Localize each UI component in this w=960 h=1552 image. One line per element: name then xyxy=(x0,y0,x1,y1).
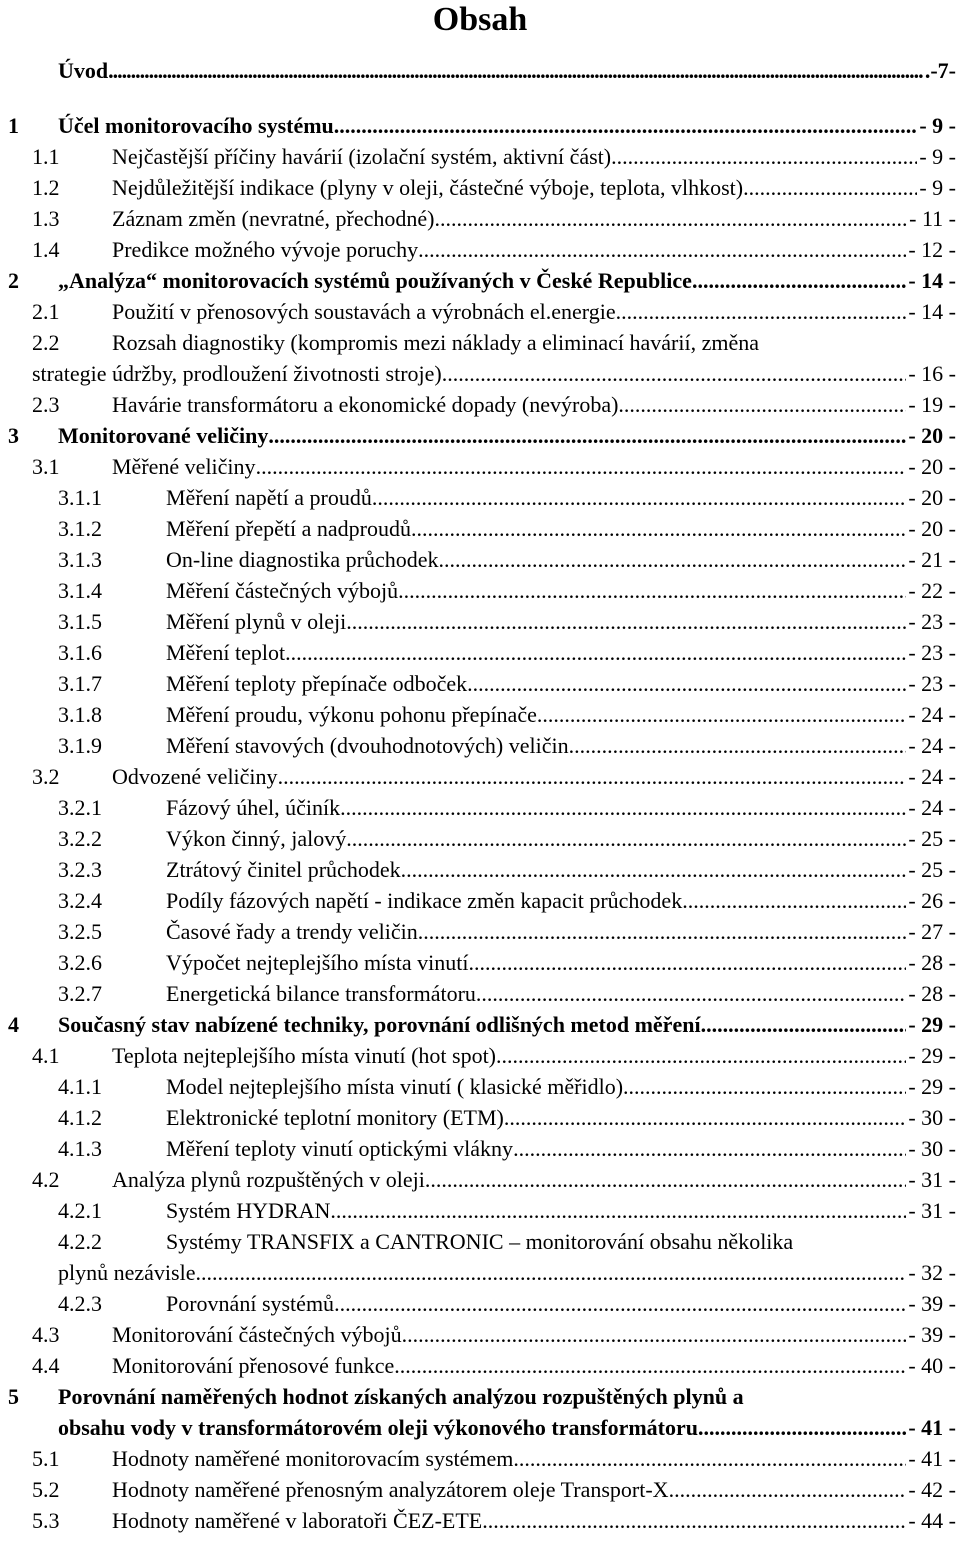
toc-entry-text: Výkon činný, jalový xyxy=(166,826,347,851)
toc-entry[interactable] xyxy=(0,389,960,420)
toc-entry-number: 3.2.6 xyxy=(58,950,102,975)
toc-entry[interactable] xyxy=(0,1288,960,1319)
toc-entry-page: - 25 - xyxy=(908,857,956,882)
leader-dots xyxy=(411,513,906,544)
leader-dots xyxy=(513,1443,906,1474)
leader-dots xyxy=(468,947,906,978)
leader-dots xyxy=(611,141,917,172)
toc-entry-number: 1 xyxy=(8,113,19,138)
toc-entry-text: Monitorované veličiny xyxy=(58,423,269,448)
toc-entry-text: Energetická bilance transformátoru xyxy=(166,981,476,1006)
leader-dots xyxy=(618,389,906,420)
toc-entry-number: 5.1 xyxy=(32,1446,60,1471)
leader-dots xyxy=(701,1009,907,1040)
toc-entries xyxy=(0,110,960,1536)
toc-entry[interactable] xyxy=(0,575,960,606)
toc-entry[interactable] xyxy=(0,265,960,296)
toc-entry[interactable] xyxy=(0,916,960,947)
toc-entry[interactable] xyxy=(0,420,960,451)
toc-entry-page: - 9 - xyxy=(919,113,956,138)
leader-dots xyxy=(439,544,907,575)
toc-entry-number: 3.1.4 xyxy=(58,578,102,603)
toc-entry-page: - 21 - xyxy=(908,547,956,572)
toc-entry-text: Hodnoty naměřené přenosným analyzátorem oleje Transport-X xyxy=(112,1477,669,1502)
leader-dots xyxy=(467,668,906,699)
toc-entry-page: - 31 - xyxy=(908,1198,956,1223)
toc-entry[interactable] xyxy=(0,792,960,823)
toc-entry-page: - 19 - xyxy=(908,392,956,417)
toc-entry[interactable] xyxy=(0,668,960,699)
toc-entry-page: - 28 - xyxy=(908,950,956,975)
toc-entry[interactable] xyxy=(0,451,960,482)
toc-entry-page: - 23 - xyxy=(908,671,956,696)
toc-entry-number: 4.3 xyxy=(32,1322,60,1347)
leader-dots xyxy=(402,1319,907,1350)
toc-entry-number: 4.1.2 xyxy=(58,1105,102,1130)
toc-entry-page: - 25 - xyxy=(908,826,956,851)
toc-entry[interactable] xyxy=(0,1505,960,1536)
toc-entry[interactable] xyxy=(0,761,960,792)
toc-entry-page: - 24 - xyxy=(908,764,956,789)
leader-dots xyxy=(340,792,906,823)
toc-entry[interactable] xyxy=(0,1443,960,1474)
toc-entry-text: Účel monitorovacího systému xyxy=(58,113,334,138)
toc-entry-page: - 30 - xyxy=(908,1136,956,1161)
toc-entry[interactable] xyxy=(0,1164,960,1195)
toc-entry-page: .-7- xyxy=(924,58,956,83)
toc-entry-number: 1.3 xyxy=(32,206,60,231)
toc-entry[interactable] xyxy=(0,1381,960,1412)
toc-entry-number: 3.1.2 xyxy=(58,516,102,541)
toc-entry-text: Měření částečných výbojů xyxy=(166,578,399,603)
toc-entry-text: Rozsah diagnostiky (kompromis mezi náklady a eliminací havárií, změna xyxy=(112,330,759,355)
toc-entry[interactable] xyxy=(0,141,960,172)
toc-entry-page: - 27 - xyxy=(908,919,956,944)
toc-entry[interactable] xyxy=(0,1350,960,1381)
toc-entry-number: 2.2 xyxy=(32,330,60,355)
toc-entry-number: 1.2 xyxy=(32,175,60,200)
toc-entry-number: 2.1 xyxy=(32,299,60,324)
leader-dots xyxy=(698,1412,906,1443)
toc-entry-page: - 23 - xyxy=(908,640,956,665)
toc-entry-text: Nejdůležitější indikace (plyny v oleji, částečné výboje, teplota, vlhkost) xyxy=(112,175,744,200)
toc-entry-page: - 20 - xyxy=(908,454,956,479)
toc-entry[interactable] xyxy=(0,823,960,854)
toc-entry-number: 3.1.3 xyxy=(58,547,102,572)
leader-dots xyxy=(372,482,906,513)
toc-entry-intro[interactable] xyxy=(0,55,960,86)
toc-entry-number: 3.2.1 xyxy=(58,795,102,820)
toc-entry-text: Fázový úhel, účiník xyxy=(166,795,341,820)
toc-entry[interactable] xyxy=(0,699,960,730)
toc-entry-page: - 29 - xyxy=(908,1074,956,1099)
leader-dots xyxy=(513,1133,906,1164)
toc-entry-number: 3.1.9 xyxy=(58,733,102,758)
toc-entry[interactable] xyxy=(0,1195,960,1226)
toc-entry[interactable] xyxy=(0,482,960,513)
toc-entry-text: Úvod xyxy=(58,58,109,83)
leader-dots xyxy=(278,761,907,792)
toc-entry-page: - 31 - xyxy=(908,1167,956,1192)
table-of-contents xyxy=(0,55,960,1536)
toc-entry-number: 3.1.5 xyxy=(58,609,102,634)
toc-entry-text: Měření teploty přepínače odboček xyxy=(166,671,468,696)
leader-dots xyxy=(616,296,907,327)
toc-entry-page: - 14 - xyxy=(908,268,956,293)
toc-entry-number: 3.1.6 xyxy=(58,640,102,665)
toc-entry-text: Predikce možného vývoje poruchy xyxy=(112,237,419,262)
toc-entry-page: - 29 - xyxy=(908,1012,956,1037)
toc-entry[interactable] xyxy=(0,730,960,761)
toc-entry-number: 3.2.2 xyxy=(58,826,102,851)
toc-entry-page: - 41 - xyxy=(908,1415,956,1440)
leader-dots xyxy=(692,265,906,296)
toc-entry-text: plynů nezávisle xyxy=(58,1260,196,1285)
leader-dots xyxy=(669,1474,907,1505)
toc-entry-page: - 24 - xyxy=(908,733,956,758)
toc-entry[interactable] xyxy=(0,637,960,668)
toc-entry-number: 3.2.4 xyxy=(58,888,102,913)
toc-entry-text: Měřené veličiny xyxy=(112,454,256,479)
toc-entry-page: - 12 - xyxy=(908,237,956,262)
toc-entry[interactable] xyxy=(0,1009,960,1040)
toc-entry-text: „Analýza“ monitorovacích systémů používaných v České Republice xyxy=(58,268,692,293)
toc-entry-text: Porovnání naměřených hodnot získaných analýzou rozpuštěných plynů a xyxy=(58,1384,744,1409)
toc-entry-number: 4.2 xyxy=(32,1167,60,1192)
toc-entry-text: Systémy TRANSFIX a CANTRONIC – monitorování obsahu několika xyxy=(166,1229,794,1254)
toc-entry-page: - 16 - xyxy=(908,361,956,386)
toc-entry-text: Podíly fázových napětí - indikace změn kapacit průchodek xyxy=(166,888,683,913)
leader-dots xyxy=(442,358,907,389)
toc-entry-number: 3.1.1 xyxy=(58,485,102,510)
leader-dots xyxy=(330,1195,906,1226)
toc-entry-number: 4.1.1 xyxy=(58,1074,102,1099)
toc-entry-page: - 39 - xyxy=(908,1291,956,1316)
toc-entry-text: Měření teploty vinutí optickými vlákny xyxy=(166,1136,514,1161)
page-title: Obsah xyxy=(432,1,528,38)
toc-entry-text: Měření proudu, výkonu pohonu přepínače xyxy=(166,702,537,727)
toc-entry-number: 4.2.3 xyxy=(58,1291,102,1316)
leader-dots xyxy=(334,110,918,141)
toc-entry-text: Teplota nejteplejšího místa vinutí (hot spot) xyxy=(112,1043,497,1068)
toc-entry-page: - 20 - xyxy=(908,423,956,448)
toc-entry-text: Monitorování přenosové funkce xyxy=(112,1353,395,1378)
toc-entry-page: - 42 - xyxy=(908,1477,956,1502)
toc-entry-text: Měření napětí a proudů xyxy=(166,485,372,510)
leader-dots xyxy=(569,730,907,761)
toc-entry-text: Hodnoty naměřené v laboratoři ČEZ-ETE xyxy=(112,1508,483,1533)
toc-entry-number: 2.3 xyxy=(32,392,60,417)
toc-entry-number: 1.4 xyxy=(32,237,60,262)
toc-entry-number: 4 xyxy=(8,1012,19,1037)
toc-entry[interactable] xyxy=(0,1102,960,1133)
leader-dots xyxy=(504,1102,906,1133)
leader-dots xyxy=(398,575,906,606)
leader-dots xyxy=(418,916,907,947)
toc-entry-page: - 40 - xyxy=(908,1353,956,1378)
toc-entry[interactable] xyxy=(0,1257,960,1288)
toc-entry-page: - 28 - xyxy=(908,981,956,1006)
toc-entry[interactable] xyxy=(0,358,960,389)
toc-entry-page: - 32 - xyxy=(908,1260,956,1285)
toc-entry-page: - 9 - xyxy=(919,144,956,169)
leader-dots xyxy=(425,1164,907,1195)
toc-entry-text: Výpočet nejteplejšího místa vinutí xyxy=(166,950,469,975)
toc-entry-text: Porovnání systémů xyxy=(166,1291,335,1316)
toc-entry-page: - 11 - xyxy=(909,206,956,231)
toc-entry-number: 2 xyxy=(8,268,19,293)
toc-entry-text: obsahu vody v transformátorovém oleji výkonového transformátoru xyxy=(58,1415,699,1440)
toc-entry-text: Měření plynů v oleji xyxy=(166,609,347,634)
toc-entry-text: Použití v přenosových soustavách a výrobnách el.energie xyxy=(112,299,616,324)
toc-entry-page: - 24 - xyxy=(908,795,956,820)
toc-entry-page: - 29 - xyxy=(908,1043,956,1068)
leader-dots xyxy=(482,1505,906,1536)
toc-entry-page: - 20 - xyxy=(908,485,956,510)
toc-entry[interactable] xyxy=(0,1412,960,1443)
leader-dots xyxy=(195,1257,906,1288)
leader-dots xyxy=(496,1040,906,1071)
toc-entry-text: Odvozené veličiny xyxy=(112,764,278,789)
toc-entry-number: 1.1 xyxy=(32,144,60,169)
toc-entry-number: 4.1 xyxy=(32,1043,60,1068)
toc-entry-number: 3 xyxy=(8,423,19,448)
leader-dots xyxy=(743,172,917,203)
toc-entry-number: 3.2 xyxy=(32,764,60,789)
toc-entry[interactable] xyxy=(0,978,960,1009)
toc-entry-text: Měření přepětí a nadproudů xyxy=(166,516,411,541)
toc-entry-page: - 20 - xyxy=(908,516,956,541)
toc-entry-number: 3.2.5 xyxy=(58,919,102,944)
toc-entry-page: - 39 - xyxy=(908,1322,956,1347)
toc-entry-page: - 41 - xyxy=(908,1446,956,1471)
toc-entry-page: - 30 - xyxy=(908,1105,956,1130)
toc-entry[interactable] xyxy=(0,327,960,358)
toc-entry-page: - 23 - xyxy=(908,609,956,634)
toc-entry-page: - 22 - xyxy=(908,578,956,603)
leader-dots xyxy=(476,978,906,1009)
toc-entry[interactable] xyxy=(0,885,960,916)
leader-dots xyxy=(682,885,906,916)
toc-entry[interactable] xyxy=(0,110,960,141)
toc-entry-number: 5.3 xyxy=(32,1508,60,1533)
toc-entry-number: 3.2.7 xyxy=(58,981,102,1006)
toc-entry-text: Měření teplot xyxy=(166,640,286,665)
toc-entry[interactable] xyxy=(0,606,960,637)
leader-dots xyxy=(537,699,906,730)
toc-entry-number: 4.2.2 xyxy=(58,1229,102,1254)
toc-entry-text: Ztrátový činitel průchodek xyxy=(166,857,401,882)
toc-entry-number: 4.4 xyxy=(32,1353,60,1378)
toc-entry-number: 3.1.7 xyxy=(58,671,102,696)
toc-entry[interactable] xyxy=(0,1071,960,1102)
toc-entry[interactable] xyxy=(0,544,960,575)
toc-entry-number: 3.1 xyxy=(32,454,60,479)
leader-dots xyxy=(346,606,906,637)
leader-dots xyxy=(623,1071,906,1102)
toc-entry-text: On-line diagnostika průchodek xyxy=(166,547,439,572)
toc-entry-text: Monitorování částečných výbojů xyxy=(112,1322,402,1347)
toc-entry-text: Záznam změn (nevratné, přechodné) xyxy=(112,206,435,231)
toc-entry[interactable] xyxy=(0,172,960,203)
toc-entry-text: Analýza plynů rozpuštěných v oleji xyxy=(112,1167,425,1192)
toc-entry-page: - 26 - xyxy=(908,888,956,913)
toc-entry[interactable] xyxy=(0,1133,960,1164)
toc-entry-number: 3.1.8 xyxy=(58,702,102,727)
leader-dots xyxy=(401,854,907,885)
toc-entry-page: - 44 - xyxy=(908,1508,956,1533)
leader-dots xyxy=(435,203,908,234)
toc-entry-text: Model nejteplejšího místa vinutí ( klasické měřidlo) xyxy=(166,1074,624,1099)
toc-entry-number: 5 xyxy=(8,1384,19,1409)
toc-entry[interactable] xyxy=(0,1040,960,1071)
toc-entry-number: 4.2.1 xyxy=(58,1198,102,1223)
toc-entry-number: 4.1.3 xyxy=(58,1136,102,1161)
leader-dots xyxy=(346,823,906,854)
toc-entry-text: Hodnoty naměřené monitorovacím systémem xyxy=(112,1446,514,1471)
toc-entry[interactable] xyxy=(0,1474,960,1505)
toc-entry[interactable] xyxy=(0,203,960,234)
toc-entry-text: Měření stavových (dvouhodnotových) veličin xyxy=(166,733,569,758)
toc-entry[interactable] xyxy=(0,1319,960,1350)
toc-entry[interactable] xyxy=(0,296,960,327)
toc-entry-text: Současný stav nabízené techniky, porovnání odlišných metod měření xyxy=(58,1012,701,1037)
toc-entry[interactable] xyxy=(0,947,960,978)
toc-entry-text: strategie údržby, prodloužení životnosti stroje) xyxy=(32,361,442,386)
toc-entry[interactable] xyxy=(0,513,960,544)
toc-entry-page: - 14 - xyxy=(908,299,956,324)
toc-entry[interactable] xyxy=(0,854,960,885)
leader-dots xyxy=(285,637,906,668)
toc-entry[interactable] xyxy=(0,1226,960,1257)
toc-entry-text: Systém HYDRAN xyxy=(166,1198,331,1223)
leader-dots xyxy=(418,234,906,265)
toc-entry-number: 5.2 xyxy=(32,1477,60,1502)
leader-dots xyxy=(394,1350,906,1381)
leader-dots xyxy=(108,55,923,86)
leader-dots xyxy=(268,420,906,451)
toc-entry-page: - 9 - xyxy=(919,175,956,200)
leader-dots xyxy=(256,451,907,482)
toc-entry-text: Havárie transformátoru a ekonomické dopady (nevýroba) xyxy=(112,392,619,417)
leader-dots xyxy=(334,1288,906,1319)
toc-entry-text: Elektronické teplotní monitory (ETM) xyxy=(166,1105,504,1130)
toc-entry[interactable] xyxy=(0,234,960,265)
toc-entry-number: 3.2.3 xyxy=(58,857,102,882)
toc-entry-text: Časové řady a trendy veličin xyxy=(166,919,418,944)
toc-entry-text: Nejčastější příčiny havárií (izolační systém, aktivní část) xyxy=(112,144,612,169)
toc-entry-page: - 24 - xyxy=(908,702,956,727)
